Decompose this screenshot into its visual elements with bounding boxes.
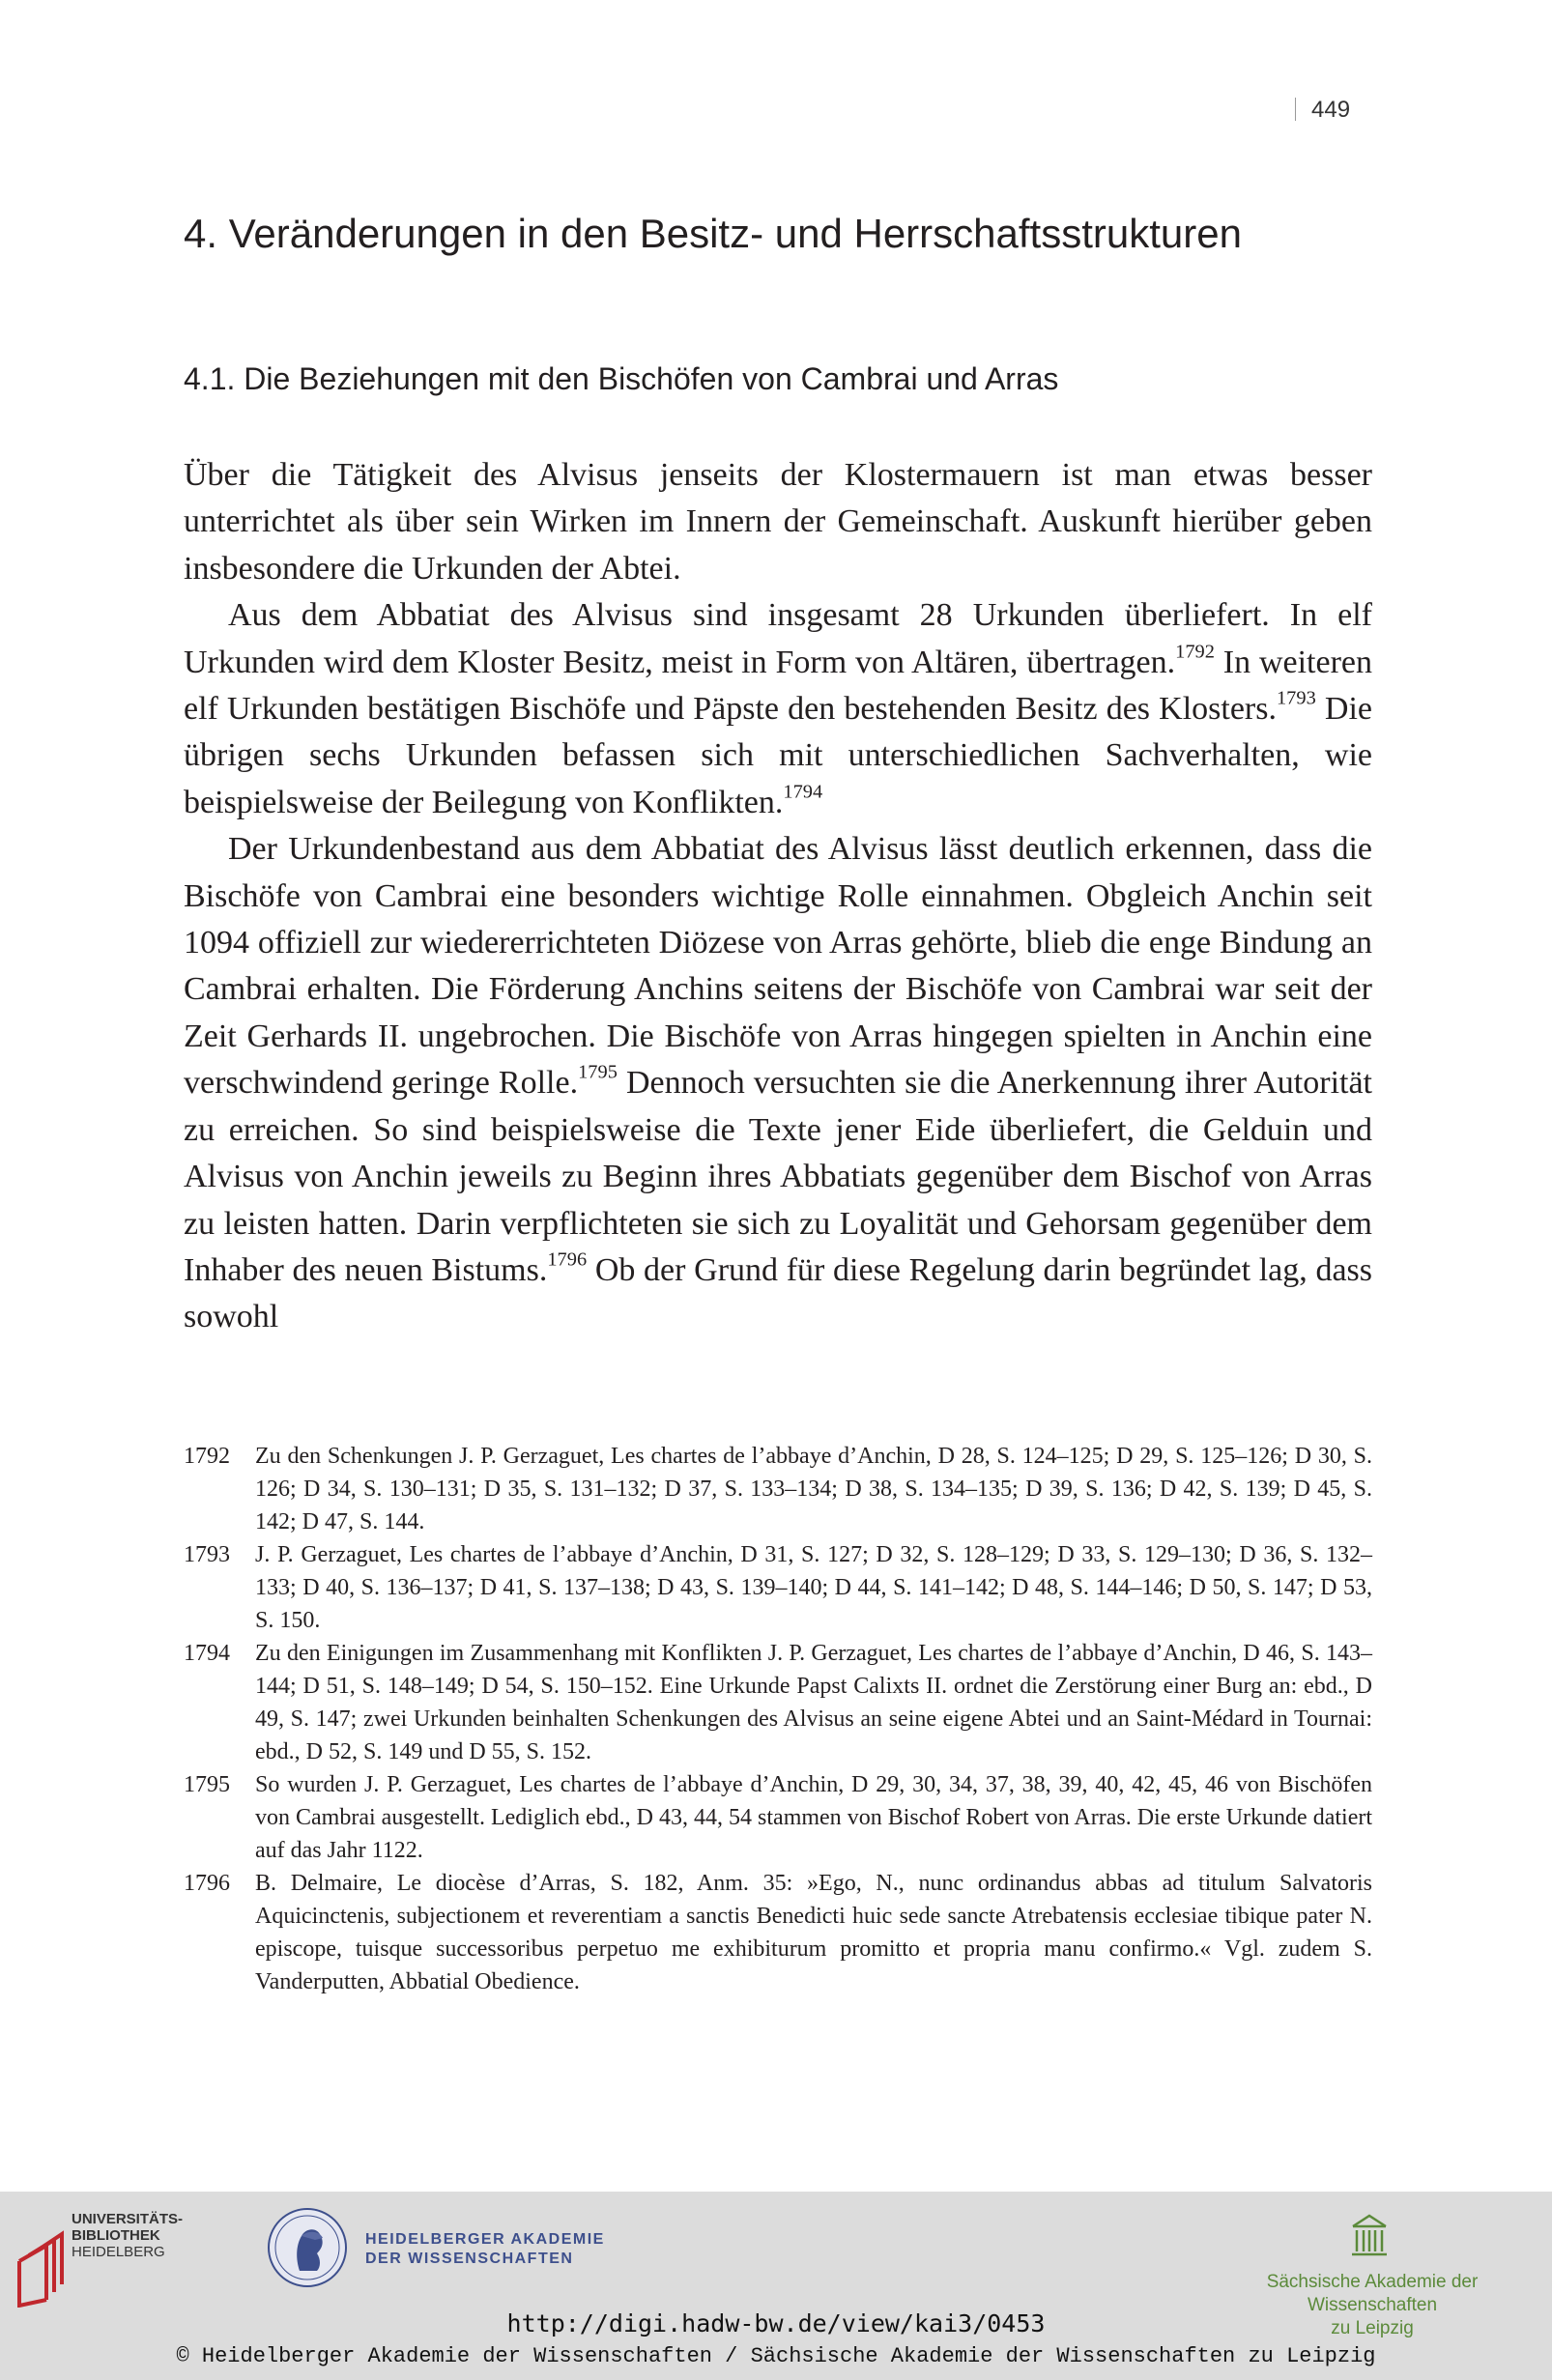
- paragraph-2: [184, 592, 1372, 826]
- page-number-text: 449: [1311, 97, 1351, 123]
- footnote-text: Zu den Schenkungen J. P. Gerzaguet, Les chartes de l’abbaye d’Anchin, D 28, S. 124–125; D 29, S. 125–126; D 30, S. 126; D 34, S. 130–131; D 35, S. 131–132; D 37, S. 133–134; D 38, S. 134–135; D 39, S. 136; D 42, S. 139; D 45, S. 142; D 47, S. 144.: [255, 1444, 1372, 1534]
- footnote-number: 1794: [184, 1641, 230, 1666]
- paragraph-2-text-b: In weiteren elf Urkunden bestätigen Bischöfe und Päpste den bestehenden Besitz des Klosters.: [184, 644, 1372, 728]
- chapter-title: 4. Veränderungen in den Besitz- und Herrschaftsstrukturen: [184, 211, 1242, 256]
- footnote-1792: [184, 1440, 1372, 1538]
- footnote-text: J. P. Gerzaguet, Les chartes de l’abbaye d’Anchin, D 31, S. 127; D 32, S. 128–129; D 33, S. 129–130; D 36, S. 132–133; D 40, S. 136–137; D 41, S. 137–138; D 43, S. 139–140; D 44, S. 141–142; D 48, S. 144–146; D 50, S. 147; D 53, S. 150.: [255, 1542, 1372, 1633]
- footnote-1796: [184, 1867, 1372, 1998]
- section-title: 4.1. Die Beziehungen mit den Bischöfen von Cambrai und Arras: [184, 361, 1059, 396]
- footnote-1794: [184, 1637, 1372, 1768]
- page-number: [1295, 97, 1372, 124]
- saw-line-2: zu Leipzig: [1331, 2318, 1414, 2338]
- footnote-number: 1793: [184, 1542, 230, 1567]
- footnote-text: Zu den Einigungen im Zusammenhang mit Konflikten J. P. Gerzaguet, Les chartes de l’abbaye d’Anchin, D 46, S. 143–144; D 51, S. 148–149; D 54, S. 150–152. Eine Urkunde Papst Calixts II. ordnet die Zerstörung einer Burg an: ebd., D 49, S. 147; zwei Urkunden beinhalten Schenkungen des Alvisus an seine eigene Abtei und an Saint-Médard in Tournai: ebd., D 52, S. 149 und D 55, S. 152.: [255, 1641, 1372, 1764]
- ub-line-2: BIBLIOTHEK: [72, 2227, 160, 2244]
- footnote-text: So wurden J. P. Gerzaguet, Les chartes de l’abbaye d’Anchin, D 29, 30, 34, 37, 38, 39, 40, 42, 45, 46 von Bischöfen von Cambrai ausgestellt. Lediglich ebd., D 43, 44, 54 stammen von Bischof Robert von Arras. Die erste Urkunde datiert auf das Jahr 1122.: [255, 1772, 1372, 1863]
- footnote-ref-1796[interactable]: 1796: [547, 1248, 588, 1271]
- academy-name: [365, 2230, 605, 2269]
- ub-line-1: UNIVERSITÄTS-: [72, 2211, 184, 2227]
- page-number-divider: [1295, 98, 1296, 121]
- footnote-1793: [184, 1538, 1372, 1637]
- footnote-number: 1792: [184, 1444, 230, 1469]
- paragraph-1: Über die Tätigkeit des Alvisus jenseits der Klostermauern ist man etwas besser unterrichtet als über sein Wirken im Innern der Gemeinschaft. Auskunft hierüber geben insbesondere die Urkunden der Abtei.: [184, 457, 1372, 587]
- hadw-line-1: HEIDELBERGER AKADEMIE: [365, 2231, 605, 2248]
- university-library-name: [72, 2211, 183, 2260]
- body-text: [184, 452, 1372, 1341]
- footnote-text: B. Delmaire, Le diocèse d’Arras, S. 182, Anm. 35: »Ego, N., nunc ordinandus abbas ad titulum Salvatoris Aquicinctenis, subjectionem et reverentiam a sanctis Benedicti huic sede sancte Atrebatensis ecclesiae tibique pater N. episcope, tuisque successoribus perpetuo me exhibiturum promitto et propria manu confirmo.« Vgl. zudem S. Vanderputten, Abbatial Obedience.: [255, 1871, 1372, 1994]
- paragraph-3-text-b: Dennoch versuchten sie die Anerkennung ihrer Autorität zu erreichen. So sind beispielsweise die Texte jener Eide überliefert, die Gelduin und Alvisus von Anchin jeweils zu Beginn ihres Abbatiats gegenüber dem Bischof von Arras zu leisten hatten. Darin verpflichteten sie sich zu Loyalität und Gehorsam gegenüber dem Inhaber des neuen Bistums.: [184, 1065, 1373, 1288]
- footnote-ref-1793[interactable]: 1793: [1276, 687, 1316, 709]
- paragraph-3-text-a: Der Urkundenbestand aus dem Abbatiat des Alvisus lässt deutlich erkennen, dass die Bischöfe von Cambrai eine besonders wichtige Rolle einnahmen. Obgleich Anchin seit 1094 offiziell zur wiedererrichteten Diözese von Arras gehörte, blieb die enge Bindung an Cambrai erhalten. Die Förderung Anchins seitens der Bischöfe von Cambrai war seit der Zeit Gerhards II. ungebrochen. Die Bischöfe von Arras hingegen spielten in Anchin eine verschwindend geringe Rolle.: [184, 831, 1372, 1102]
- footnote-ref-1794[interactable]: 1794: [783, 781, 823, 803]
- footnote-1795: [184, 1768, 1372, 1867]
- saw-line-1: Sächsische Akademie der Wissenschaften: [1266, 2272, 1479, 2315]
- paragraph-3: [184, 826, 1372, 1340]
- footer-banner: [0, 2192, 1552, 2380]
- footnotes: [184, 1440, 1372, 1998]
- footnote-number: 1796: [184, 1871, 230, 1896]
- copyright-notice: © Heidelberger Akademie der Wissenschaften / Sächsische Akademie der Wissenschaften zu Leipzig: [176, 2344, 1376, 2368]
- footnote-number: 1795: [184, 1772, 230, 1797]
- saxon-academy-logo-icon[interactable]: [1349, 2213, 1390, 2257]
- footnote-ref-1795[interactable]: 1795: [578, 1061, 618, 1083]
- ub-line-3: HEIDELBERG: [72, 2244, 165, 2260]
- permalink-url[interactable]: http://digi.hadw-bw.de/view/kai3/0453: [506, 2309, 1046, 2337]
- paragraph-2-text-a: Aus dem Abbatiat des Alvisus sind insgesamt 28 Urkunden überliefert. In elf Urkunden wird dem Kloster Besitz, meist in Form von Altären, übertragen.: [184, 597, 1372, 680]
- paragraph-3-text-c: Ob der Grund für diese Regelung darin begründet lag, dass sowohl: [184, 1251, 1372, 1335]
- footnote-ref-1792[interactable]: 1792: [1175, 641, 1215, 663]
- paragraph-2-text-c: Die übrigen sechs Urkunden befassen sich mit unterschiedlichen Sachverhalten, wie beispielsweise der Beilegung von Konflikten.: [184, 691, 1372, 820]
- academy-seal-icon[interactable]: [267, 2207, 348, 2288]
- hadw-line-2: DER WISSENSCHAFTEN: [365, 2251, 574, 2267]
